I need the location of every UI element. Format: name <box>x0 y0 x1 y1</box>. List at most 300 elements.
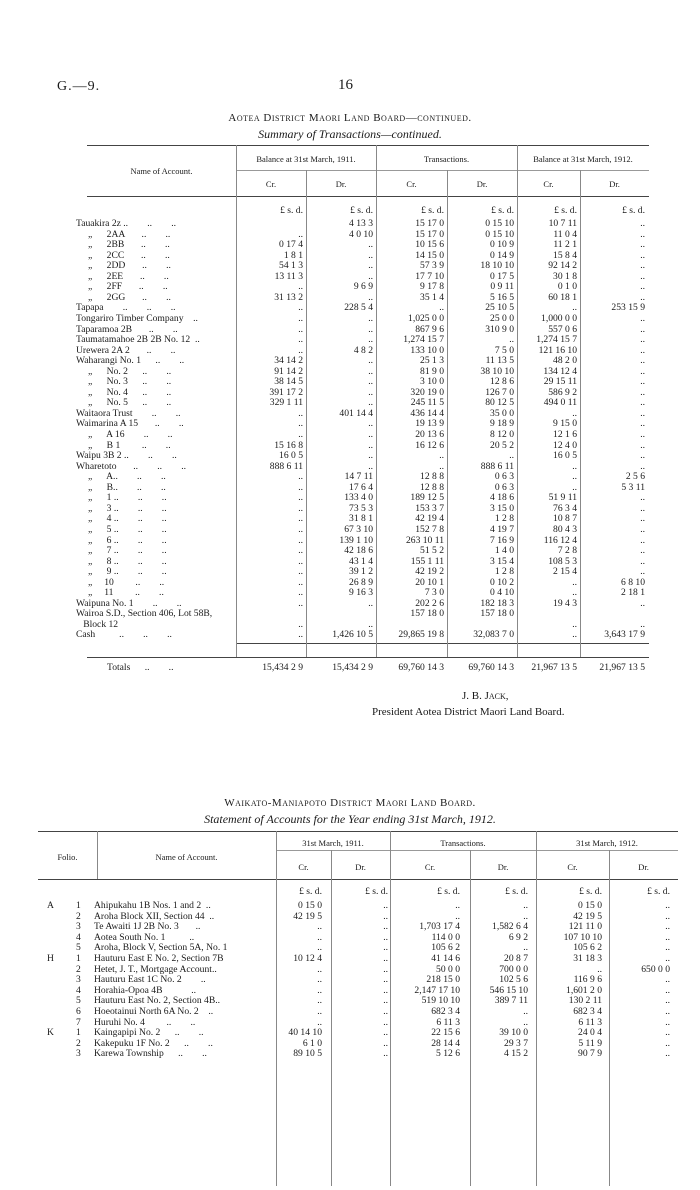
cell-bal1911-dr: 4 13 3 <box>349 218 373 229</box>
total-bal1911-dr: 15,434 2 9 <box>332 662 373 673</box>
cell-bal1911-dr: 4 0 10 <box>349 229 373 240</box>
cell-trans-cr: 42 19 2 <box>415 566 444 577</box>
cell-bal1912-cr: 9 15 0 <box>553 418 577 429</box>
folio-number: 3 <box>76 974 81 985</box>
account-name: Hauturu East E No. 2, Section 7B <box>94 953 224 964</box>
cell-bal1912-cr: .. <box>572 302 577 313</box>
cell-bal1912-cr: 2 15 4 <box>553 566 577 577</box>
cell-bal1911-dr: .. <box>368 313 373 324</box>
cell-trans-dr: 8 12 0 <box>490 429 514 440</box>
cell-trans-dr: .. <box>509 450 514 461</box>
account-name: Tongariro Timber Company .. <box>76 313 198 324</box>
cell-bal1912-cr: 557 0 6 <box>548 324 577 335</box>
cell-bal1911-dr: 31 8 1 <box>349 513 373 524</box>
aotea-title: Aotea District Maori Land Board—continued. <box>228 112 472 124</box>
cell-bal1911-dr: 67 3 10 <box>344 524 373 535</box>
cell-bal1911-cr: 38 14 5 <box>274 376 303 387</box>
account-name: Aroha, Block V, Section 5A, No. 1 <box>94 942 228 953</box>
cell-trans-cr: 218 15 0 <box>426 974 460 985</box>
cell-trans-dr: 25 10 5 <box>485 302 514 313</box>
cell-bal1912-cr: 1,000 0 0 <box>541 313 577 324</box>
cell-bal1912-dr: .. <box>640 461 645 472</box>
cell-bal1912-cr: 51 9 11 <box>548 492 577 503</box>
cell-bal1912-cr: 19 4 3 <box>553 598 577 609</box>
cell-bal1911-cr: .. <box>298 418 303 429</box>
cell-bal1912-dr: .. <box>665 1048 670 1059</box>
cell-trans-dr: 11 13 5 <box>485 355 514 366</box>
cell-trans-dr: .. <box>523 1006 528 1017</box>
cell-bal1911-dr: 133 4 0 <box>344 492 373 503</box>
cell-trans-dr: 0 10 2 <box>490 577 514 588</box>
cell-bal1911-dr: .. <box>383 953 388 964</box>
cell-bal1911-cr: 16 0 5 <box>279 450 303 461</box>
cell-bal1911-cr: .. <box>298 598 303 609</box>
account-name: Hoeotainui North 6A No. 2 .. <box>94 1006 214 1017</box>
lsd-header: £ s. d. <box>299 886 322 897</box>
cell-bal1912-dr: 650 0 0 <box>641 964 670 975</box>
cell-bal1911-dr: 9 6 9 <box>353 281 373 292</box>
cell-bal1911-cr: 10 12 4 <box>293 953 322 964</box>
cell-trans-dr: 25 0 0 <box>490 313 514 324</box>
cell-trans-cr: 50 0 0 <box>436 964 460 975</box>
cell-bal1912-cr: 6 11 3 <box>578 1017 602 1028</box>
cell-trans-cr: 10 15 6 <box>415 239 444 250</box>
cell-bal1911-cr: 89 10 5 <box>293 1048 322 1059</box>
cell-bal1912-dr: 3,643 17 9 <box>604 629 645 640</box>
cell-bal1912-dr: .. <box>640 218 645 229</box>
cell-trans-cr: 3 10 0 <box>420 376 444 387</box>
folio-number: 3 <box>76 1048 81 1059</box>
signatory-title: President Aotea District Maori Land Board. <box>372 706 565 718</box>
account-name: Karewa Township .. .. <box>94 1048 207 1059</box>
cell-bal1912-dr: .. <box>665 1027 670 1038</box>
account-name: Hauturu East 1C No. 2 .. <box>94 974 206 985</box>
cell-bal1911-dr: .. <box>368 598 373 609</box>
account-name: Waharangi No. 1 .. .. <box>76 355 185 366</box>
cell-bal1911-cr: 31 13 2 <box>274 292 303 303</box>
cell-bal1912-dr: .. <box>640 292 645 303</box>
cell-bal1912-dr: .. <box>640 250 645 261</box>
folio-letter: H <box>47 953 54 964</box>
cell-trans-cr: 1,274 15 7 <box>403 334 444 345</box>
cell-bal1911-cr: 15 16 8 <box>274 440 303 451</box>
cell-trans-cr: 29,865 19 8 <box>398 629 444 640</box>
lsd-header: £ s. d. <box>554 205 577 216</box>
cell-bal1912-cr: .. <box>572 629 577 640</box>
cell-bal1912-cr: 15 8 4 <box>553 250 577 261</box>
cell-bal1912-dr: .. <box>640 281 645 292</box>
cell-bal1911-cr: .. <box>298 324 303 335</box>
cell-bal1912-dr: 2 18 1 <box>621 587 645 598</box>
cell-trans-dr: 1 2 8 <box>494 566 514 577</box>
cell-bal1912-dr: .. <box>640 535 645 546</box>
lsd-header: £ s. d. <box>280 205 303 216</box>
cell-trans-dr: 0 9 11 <box>490 281 514 292</box>
cell-bal1912-dr: .. <box>640 513 645 524</box>
cr-header: Cr. <box>543 179 554 189</box>
cell-trans-cr: 81 9 0 <box>420 366 444 377</box>
cell-bal1912-dr: 2 5 6 <box>625 471 645 482</box>
cell-trans-dr: 389 7 11 <box>494 995 528 1006</box>
cell-bal1911-dr: .. <box>383 995 388 1006</box>
cell-bal1912-cr: 1,601 2 0 <box>566 985 602 996</box>
cell-trans-dr: 3 15 4 <box>490 556 514 567</box>
cell-bal1911-dr: 139 1 10 <box>339 535 373 546</box>
totals-label: Totals .. .. <box>107 662 174 673</box>
cell-bal1911-cr: .. <box>298 587 303 598</box>
cell-bal1912-cr: 0 1 0 <box>557 281 577 292</box>
cell-trans-dr: 80 12 5 <box>485 397 514 408</box>
account-name: Cash .. .. .. <box>76 629 172 640</box>
lsd-header: £ s. d. <box>350 205 373 216</box>
account-name: Hauturu East No. 2, Section 4B.. <box>94 995 221 1006</box>
cell-bal1912-cr: 90 7 9 <box>578 1048 602 1059</box>
cell-trans-dr: .. <box>523 911 528 922</box>
cell-trans-dr: 0 15 10 <box>485 229 514 240</box>
cell-trans-cr: 12 8 8 <box>420 471 444 482</box>
cell-trans-cr: 20 10 1 <box>415 577 444 588</box>
bal1912-header: 31st March, 1912. <box>576 838 638 848</box>
cell-trans-dr: 20 8 7 <box>504 953 528 964</box>
cell-trans-dr: 1 4 0 <box>494 545 514 556</box>
cell-bal1912-dr: .. <box>640 545 645 556</box>
cell-bal1911-cr: 391 17 2 <box>269 387 303 398</box>
cell-bal1911-cr: .. <box>298 408 303 419</box>
cell-trans-dr: 29 3 7 <box>504 1038 528 1049</box>
cell-trans-cr: 189 12 5 <box>410 492 444 503</box>
cell-bal1911-cr: .. <box>298 524 303 535</box>
account-name: „ 9 .. .. .. <box>76 566 167 577</box>
lsd-header: £ s. d. <box>491 205 514 216</box>
cell-bal1912-dr: 5 3 11 <box>621 482 645 493</box>
account-name: „ B 1 .. .. <box>76 440 171 451</box>
cell-trans-dr: 0 4 10 <box>490 587 514 598</box>
waikato-title: Waikato-Maniapoto District Maori Land Board. <box>224 797 476 809</box>
lsd-header: £ s. d. <box>421 205 444 216</box>
cell-bal1911-dr: .. <box>383 1006 388 1017</box>
cell-bal1912-dr: .. <box>640 418 645 429</box>
cell-bal1911-cr: .. <box>317 964 322 975</box>
cell-trans-dr: 7 16 9 <box>490 535 514 546</box>
account-name: „ B.. .. .. <box>76 482 166 493</box>
cell-bal1912-dr: .. <box>640 566 645 577</box>
cell-trans-dr: 888 6 11 <box>480 461 514 472</box>
account-name: „ 2DD .. .. <box>76 260 171 271</box>
total-bal1911-cr: 15,434 2 9 <box>262 662 303 673</box>
cell-trans-cr: 42 19 4 <box>415 513 444 524</box>
account-name: „ 5 .. .. .. <box>76 524 167 535</box>
cell-bal1911-cr: .. <box>298 281 303 292</box>
cell-bal1912-cr: 682 3 4 <box>573 1006 602 1017</box>
cell-bal1912-cr: 12 1 6 <box>553 429 577 440</box>
account-name: „ 2EE .. .. <box>76 271 169 282</box>
folio-number: 2 <box>76 1038 81 1049</box>
cell-trans-cr: 22 15 6 <box>431 1027 460 1038</box>
cell-bal1912-dr: .. <box>665 953 670 964</box>
cell-bal1912-cr: 92 14 2 <box>548 260 577 271</box>
cell-trans-cr: 51 5 2 <box>420 545 444 556</box>
cell-trans-dr: 18 10 10 <box>480 260 514 271</box>
cell-bal1911-dr: .. <box>383 1027 388 1038</box>
cell-bal1912-cr: .. <box>572 619 577 630</box>
cell-bal1911-dr: .. <box>368 440 373 451</box>
cell-bal1911-dr: .. <box>368 450 373 461</box>
cell-trans-dr: 157 18 0 <box>480 608 514 619</box>
cell-trans-cr: 57 3 9 <box>420 260 444 271</box>
cell-trans-cr: 152 7 8 <box>415 524 444 535</box>
cell-bal1911-cr: .. <box>298 503 303 514</box>
cell-bal1911-cr: .. <box>298 345 303 356</box>
cell-bal1911-dr: .. <box>383 921 388 932</box>
cell-bal1911-dr: .. <box>383 974 388 985</box>
cell-bal1911-cr: 0 17 4 <box>279 239 303 250</box>
cell-trans-dr: 4 15 2 <box>504 1048 528 1059</box>
cell-bal1912-dr: .. <box>640 239 645 250</box>
account-name: Urewera 2A 2 .. .. <box>76 345 176 356</box>
cell-bal1911-dr: .. <box>368 461 373 472</box>
cell-bal1911-cr: .. <box>298 302 303 313</box>
cell-trans-cr: 15 17 0 <box>415 229 444 240</box>
waikato-subtitle: Statement of Accounts for the Year ending 31st March, 1912. <box>204 812 496 826</box>
bal1912-header: Balance at 31st March, 1912. <box>533 154 633 164</box>
cell-bal1912-dr: .. <box>665 921 670 932</box>
cell-trans-cr: 15 17 0 <box>415 218 444 229</box>
cell-trans-cr: 16 12 6 <box>415 440 444 451</box>
cell-bal1912-dr: .. <box>665 911 670 922</box>
cell-bal1911-dr: .. <box>383 900 388 911</box>
cell-bal1912-cr: 107 10 10 <box>563 932 602 943</box>
cell-bal1911-dr: .. <box>368 334 373 345</box>
cell-bal1911-cr: .. <box>298 566 303 577</box>
cell-bal1911-dr: .. <box>368 292 373 303</box>
account-name: Waipu 3B 2 .. .. .. <box>76 450 177 461</box>
cell-bal1911-cr: .. <box>298 629 303 640</box>
folio-number: 7 <box>76 1017 81 1028</box>
aotea-subtitle: Summary of Transactions—continued. <box>258 127 442 141</box>
cell-bal1912-dr: .. <box>665 1017 670 1028</box>
cell-bal1911-dr: .. <box>368 387 373 398</box>
cell-bal1911-cr: .. <box>298 334 303 345</box>
cell-trans-cr: 35 1 4 <box>420 292 444 303</box>
cell-bal1911-dr: .. <box>368 271 373 282</box>
cell-bal1912-dr: .. <box>640 366 645 377</box>
cell-trans-dr: 7 5 0 <box>494 345 514 356</box>
cell-bal1912-cr: 494 0 11 <box>543 397 577 408</box>
cell-bal1912-dr: .. <box>665 995 670 1006</box>
cell-bal1911-dr: 43 1 4 <box>349 556 373 567</box>
page-code: G.—9. <box>57 79 101 94</box>
cell-bal1911-dr: .. <box>383 1017 388 1028</box>
dr-header: Dr. <box>638 862 649 872</box>
cell-bal1912-cr: 76 3 4 <box>553 503 577 514</box>
account-name: „ 11 .. .. <box>76 587 164 598</box>
cell-bal1912-dr: .. <box>665 974 670 985</box>
cell-bal1912-dr: .. <box>665 932 670 943</box>
dr-header: Dr. <box>335 179 347 189</box>
cell-trans-cr: 867 9 6 <box>415 324 444 335</box>
cell-bal1911-cr: .. <box>298 556 303 567</box>
cell-bal1911-cr: .. <box>298 471 303 482</box>
signatory-name: J. B. Jack, <box>462 690 509 702</box>
folio-number: 4 <box>76 932 81 943</box>
cell-bal1911-dr: .. <box>368 239 373 250</box>
cell-trans-cr: 263 10 11 <box>405 535 444 546</box>
lsd-header: £ s. d. <box>647 886 670 897</box>
bal1911-header: Balance at 31st March, 1911. <box>256 154 356 164</box>
cell-bal1912-dr: .. <box>665 900 670 911</box>
cell-bal1912-cr: .. <box>572 577 577 588</box>
cell-bal1912-cr: 0 15 0 <box>578 900 602 911</box>
cell-trans-cr: 153 3 7 <box>415 503 444 514</box>
cell-bal1911-cr: .. <box>298 535 303 546</box>
cell-bal1912-dr: .. <box>640 313 645 324</box>
cell-trans-cr: 133 10 0 <box>410 345 444 356</box>
cell-trans-dr: 3 15 0 <box>490 503 514 514</box>
cell-trans-dr: .. <box>523 900 528 911</box>
cell-bal1912-dr: .. <box>640 408 645 419</box>
cell-bal1911-cr: .. <box>317 974 322 985</box>
cell-trans-dr: .. <box>509 334 514 345</box>
cell-trans-cr: 1,025 0 0 <box>408 313 444 324</box>
account-name: Wairoa S.D., Section 406, Lot 58B, <box>76 608 213 619</box>
account-name: Waipuna No. 1 .. .. <box>76 598 182 609</box>
cell-bal1912-cr: 134 12 4 <box>543 366 577 377</box>
cell-bal1912-cr: .. <box>572 461 577 472</box>
cell-bal1911-cr: 40 14 10 <box>288 1027 322 1038</box>
folio-header: Folio. <box>57 852 78 862</box>
folio-number: 1 <box>76 1027 81 1038</box>
cell-bal1912-dr: .. <box>640 524 645 535</box>
cell-bal1912-cr: 121 11 0 <box>568 921 602 932</box>
cell-bal1911-dr: .. <box>368 260 373 271</box>
cr-header: Cr. <box>567 862 578 872</box>
folio-number: 2 <box>76 911 81 922</box>
cell-trans-cr: 682 3 4 <box>431 1006 460 1017</box>
lsd-header: £ s. d. <box>622 205 645 216</box>
page-number: 16 <box>338 77 353 93</box>
cell-bal1911-cr: .. <box>298 482 303 493</box>
account-name: Tapapa .. .. .. <box>76 302 176 313</box>
account-name: Waimarina A 15 .. .. <box>76 418 184 429</box>
cell-bal1911-dr: 26 8 9 <box>349 577 373 588</box>
cell-bal1912-dr: .. <box>640 376 645 387</box>
folio-letter: K <box>47 1027 54 1038</box>
cell-trans-cr: 2,147 17 10 <box>414 985 460 996</box>
cell-trans-cr: .. <box>439 450 444 461</box>
account-name: Aotea South No. 1 .. <box>94 932 195 943</box>
account-name: Kakepuku 1F No. 2 .. .. <box>94 1038 213 1049</box>
dr-header: Dr. <box>355 862 366 872</box>
cell-bal1912-dr: .. <box>640 355 645 366</box>
cell-bal1912-cr: 116 9 6 <box>573 974 602 985</box>
account-name: „ 1 .. .. .. <box>76 492 167 503</box>
cell-trans-dr: 9 18 9 <box>490 418 514 429</box>
cell-bal1912-cr: 12 4 0 <box>553 440 577 451</box>
cell-bal1911-cr: 42 19 5 <box>293 911 322 922</box>
cr-header: Cr. <box>424 862 436 872</box>
cell-bal1912-cr: .. <box>572 408 577 419</box>
cell-trans-cr: 20 13 6 <box>415 429 444 440</box>
cell-bal1912-cr: 60 18 1 <box>548 292 577 303</box>
cell-trans-dr: 39 10 0 <box>499 1027 528 1038</box>
account-name: Aroha Block XII, Section 44 .. <box>94 911 215 922</box>
cell-trans-dr: 38 10 10 <box>480 366 514 377</box>
cell-bal1912-cr: .. <box>597 964 602 975</box>
cell-trans-dr: 6 9 2 <box>508 932 528 943</box>
account-name: „ 2BB .. .. <box>76 239 170 250</box>
cell-bal1912-cr: 24 0 4 <box>578 1027 602 1038</box>
folio-number: 2 <box>76 964 81 975</box>
cell-trans-cr: 157 18 0 <box>410 608 444 619</box>
cell-bal1911-dr: 39 1 2 <box>349 566 373 577</box>
cell-bal1911-dr: 73 5 3 <box>349 503 373 514</box>
account-name: Kaingapipi No. 2 .. .. <box>94 1027 204 1038</box>
account-name: „ A.. .. .. <box>76 471 166 482</box>
cr-header: Cr. <box>298 862 309 872</box>
cell-bal1911-cr: 91 14 2 <box>274 366 303 377</box>
account-name: Taumatamahoe 2B 2B No. 12 .. <box>76 334 200 345</box>
account-name: Hetet, J. T., Mortgage Account.. <box>94 964 217 975</box>
cell-bal1912-cr: .. <box>572 482 577 493</box>
cell-bal1911-dr: .. <box>383 932 388 943</box>
account-name: „ No. 4 .. .. <box>76 387 172 398</box>
cell-bal1912-cr: 108 5 3 <box>548 556 577 567</box>
cell-bal1911-cr: .. <box>298 492 303 503</box>
cell-bal1912-dr: .. <box>640 334 645 345</box>
cell-bal1912-dr: .. <box>640 260 645 271</box>
cell-trans-dr: 0 6 3 <box>494 471 514 482</box>
cell-bal1912-cr: 42 19 5 <box>573 911 602 922</box>
cell-trans-cr: 5 12 6 <box>436 1048 460 1059</box>
transactions-header: Transactions. <box>423 154 470 164</box>
cell-trans-dr: .. <box>523 1017 528 1028</box>
lsd-header: £ s. d. <box>437 886 460 897</box>
cell-bal1912-dr: .. <box>640 619 645 630</box>
cell-bal1911-dr: .. <box>383 1048 388 1059</box>
folio-number: 3 <box>76 921 81 932</box>
cell-bal1912-dr: .. <box>640 503 645 514</box>
cell-trans-dr: 1,582 6 4 <box>492 921 528 932</box>
cell-trans-cr: .. <box>455 900 460 911</box>
cell-bal1911-cr: .. <box>317 995 322 1006</box>
cell-bal1912-cr: 30 1 8 <box>553 271 577 282</box>
cell-trans-cr: 1,703 17 4 <box>419 921 460 932</box>
cell-trans-cr: 202 2 6 <box>415 598 444 609</box>
cell-bal1911-cr: .. <box>298 545 303 556</box>
cell-bal1911-dr: .. <box>368 366 373 377</box>
cell-bal1912-dr: .. <box>640 598 645 609</box>
account-name: „ 7 .. .. .. <box>76 545 167 556</box>
total-bal1912-dr: 21,967 13 5 <box>599 662 645 673</box>
transactions-header: Transactions. <box>440 838 486 848</box>
cell-bal1911-cr: .. <box>317 932 322 943</box>
cell-bal1912-dr: .. <box>640 429 645 440</box>
account-name: „ 4 .. .. .. <box>76 513 167 524</box>
account-name: „ A 16 .. .. <box>76 429 173 440</box>
cell-trans-cr: .. <box>439 302 444 313</box>
account-name: Taparamoa 2B .. .. <box>76 324 178 335</box>
cell-trans-cr: 6 11 3 <box>436 1017 460 1028</box>
cell-bal1911-cr: 1 8 1 <box>283 250 303 261</box>
cell-bal1911-dr: .. <box>368 324 373 335</box>
cell-bal1912-cr: 105 6 2 <box>573 942 602 953</box>
cell-trans-dr: 0 6 3 <box>494 482 514 493</box>
account-name: Horahia-Opoa 4B .. <box>94 985 197 996</box>
account-name: „ 3 .. .. .. <box>76 503 167 514</box>
cell-bal1912-dr: 6 8 10 <box>621 577 645 588</box>
cell-trans-cr: 320 19 0 <box>410 387 444 398</box>
cell-bal1911-cr: .. <box>317 1006 322 1017</box>
